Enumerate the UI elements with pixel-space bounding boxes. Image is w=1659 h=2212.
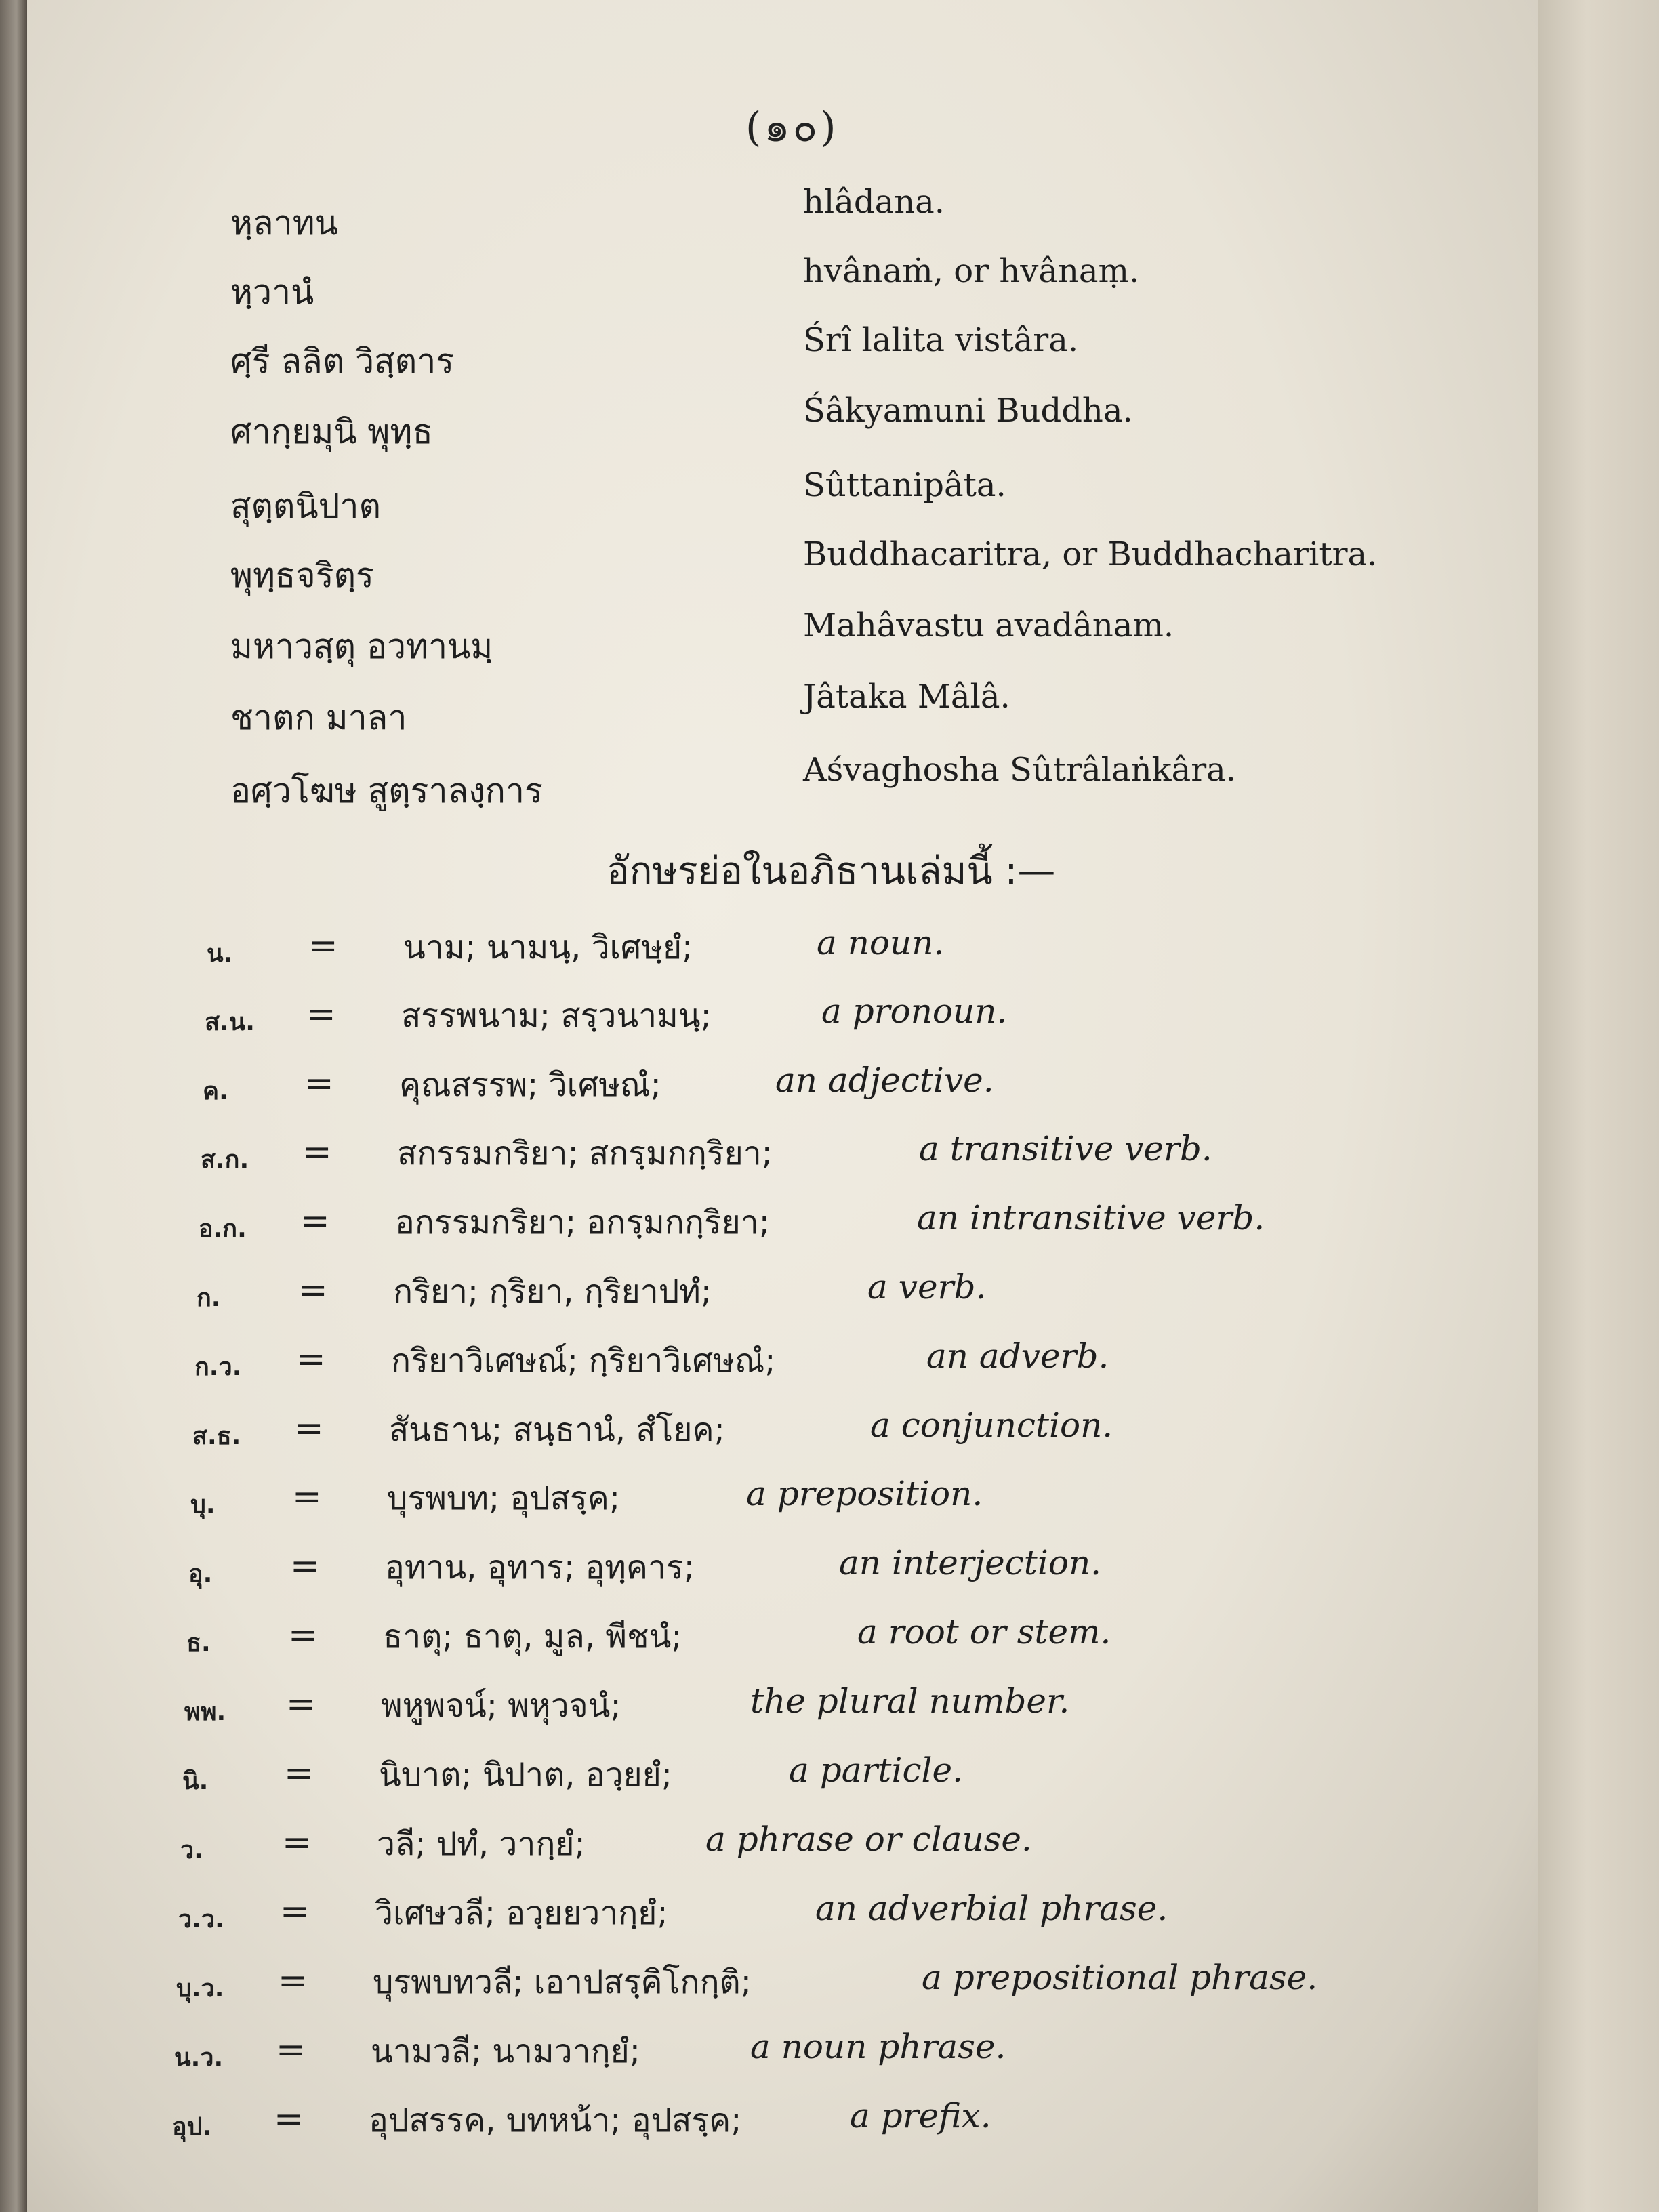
source-roman: Śrî lalita vistâra. <box>803 321 1079 359</box>
source-row <box>27 751 1450 812</box>
abbreviation: ก. <box>197 1284 221 1312</box>
abbreviation: อ.ก. <box>199 1215 247 1243</box>
english-definition: an adverb. <box>926 1336 1109 1376</box>
equals-sign: = <box>284 1753 314 1794</box>
abbreviation-row <box>176 1957 1659 2018</box>
equals-sign: = <box>300 1201 330 1242</box>
english-definition: an adverbial phrase. <box>815 1889 1168 1928</box>
thai-definition: วิเศษวลี; อวฺยยวากฺยํ; <box>375 1894 668 1932</box>
abbreviation: ว. <box>180 1837 203 1864</box>
source-roman: Jâtaka Mâlâ. <box>803 678 1010 716</box>
abbreviation-row <box>184 1680 1659 1741</box>
source-row <box>27 678 1450 739</box>
equals-sign: = <box>276 2030 306 2070</box>
abbreviation-row <box>186 1611 1659 1672</box>
thai-definition: อุปสรรค, บทหน้า; อุปสรฺค; <box>369 2102 742 2139</box>
source-thai: พุทฺธจริตฺร <box>230 556 374 595</box>
english-definition: a noun. <box>817 923 945 962</box>
english-definition: a particle. <box>789 1750 963 1790</box>
page-number: (๑๐) <box>745 104 839 151</box>
source-thai: ชาตก มาลา <box>230 698 407 737</box>
thai-definition: อกรรมกริยา; อกรฺมกกฺริยา; <box>395 1204 770 1242</box>
thai-definition: อุทาน, อุทาร; อุทฺคาร; <box>385 1549 695 1586</box>
english-definition: a phrase or clause. <box>705 1820 1032 1859</box>
english-definition: a pronoun. <box>821 991 1008 1031</box>
english-definition: an interjection. <box>839 1543 1102 1582</box>
abbreviation: บุ.ว. <box>176 1975 224 2003</box>
english-definition: a root or stem. <box>857 1612 1111 1652</box>
source-roman: Aśvaghosha Sûtrâlaṅkâra. <box>803 751 1237 789</box>
abbreviation-row <box>178 1887 1659 1948</box>
thai-definition: บุรพบทวลี; เอาปสรฺคิโกกฺติ; <box>373 1963 752 2001</box>
source-row <box>27 466 1450 527</box>
abbreviation: บุ. <box>190 1491 216 1519</box>
english-definition: a verb. <box>867 1267 987 1307</box>
abbreviation-row <box>207 922 1659 983</box>
source-thai: สุตฺตนิปาต <box>230 487 381 526</box>
abbreviation-row <box>172 2095 1659 2156</box>
equals-sign: = <box>298 1270 328 1311</box>
abbreviation-row <box>203 1059 1659 1120</box>
equals-sign: = <box>274 2099 304 2139</box>
abbreviation: อุป. <box>172 2113 212 2141</box>
abbreviation: พพ. <box>184 1698 226 1726</box>
left-page-edge <box>0 0 27 2212</box>
source-roman: Śâkyamuni Buddha. <box>803 392 1133 430</box>
abbreviation: ธ. <box>186 1629 211 1657</box>
equals-sign: = <box>290 1546 320 1586</box>
thai-definition: นิบาต; นิปาต, อวฺยยํ; <box>379 1756 672 1794</box>
abbreviation: อุ. <box>188 1560 213 1588</box>
thai-definition: สันธาน; สนฺธานํ, สํโยค; <box>389 1411 725 1449</box>
abbreviation-row <box>201 1128 1659 1189</box>
english-definition: a noun phrase. <box>750 2027 1006 2066</box>
abbreviation: ส.น. <box>205 1008 255 1036</box>
abbreviation: น. <box>207 940 233 968</box>
equals-sign: = <box>302 1132 332 1172</box>
source-row <box>27 392 1450 453</box>
source-row <box>27 535 1450 596</box>
abbreviation: ก.ว. <box>194 1353 242 1381</box>
source-row <box>27 183 1450 244</box>
english-definition: a prepositional phrase. <box>922 1958 1318 1997</box>
thai-definition: พหูพจน์; พหุวจนํ; <box>381 1687 621 1725</box>
book-page <box>27 0 1538 2212</box>
abbreviation: ว.ว. <box>178 1906 224 1933</box>
abbreviation-row <box>182 1749 1659 1810</box>
abbreviation: ส.ธ. <box>192 1422 241 1450</box>
abbreviation: ส.ก. <box>201 1146 249 1174</box>
equals-sign: = <box>278 1961 308 2001</box>
equals-sign: = <box>308 926 338 966</box>
abbreviation-row <box>190 1473 1659 1534</box>
thai-definition: ธาตุ; ธาตุ, มูล, พีชนํ; <box>383 1618 682 1656</box>
source-thai: อศฺวโฆษ สูตฺราลงฺการ <box>230 771 543 811</box>
thai-definition: สรรพนาม; สรฺวนามนฺ; <box>401 997 712 1035</box>
section-heading: อักษรย่อในอภิธานเล่มนี้ :— <box>607 849 1056 893</box>
equals-sign: = <box>294 1408 324 1449</box>
equals-sign: = <box>286 1684 316 1725</box>
equals-sign: = <box>306 994 336 1035</box>
english-definition: a prefix. <box>850 2096 991 2135</box>
source-thai: มหาวสฺตุ อวทานมฺ <box>230 627 493 666</box>
abbreviation: ค. <box>203 1078 228 1105</box>
abbreviation-row <box>174 2026 1659 2087</box>
abbreviation-row <box>188 1542 1659 1603</box>
equals-sign: = <box>288 1615 318 1656</box>
abbreviation-row <box>192 1404 1659 1465</box>
source-roman: Buddhacaritra, or Buddhacharitra. <box>803 535 1378 573</box>
source-row <box>27 252 1450 313</box>
thai-definition: วลี; ปทํ, วากฺยํ; <box>377 1825 586 1863</box>
english-definition: a preposition. <box>746 1474 983 1513</box>
source-thai: ศากฺยมุนิ พุทฺธ <box>230 412 433 451</box>
source-roman: Mahâvastu avadânam. <box>803 607 1174 644</box>
source-thai: หฺลาทน <box>230 203 338 243</box>
english-definition: a conjunction. <box>870 1406 1113 1445</box>
right-page-edge <box>1538 0 1659 2212</box>
thai-definition: นาม; นามนฺ, วิเศษฺยํ; <box>403 928 693 966</box>
thai-definition: สกรรมกริยา; สกรฺมกกฺริยา; <box>397 1134 773 1172</box>
source-roman: hlâdana. <box>803 183 945 221</box>
source-row <box>27 321 1450 382</box>
english-definition: an intransitive verb. <box>917 1198 1265 1237</box>
english-definition: an adjective. <box>775 1061 994 1100</box>
source-row <box>27 607 1450 668</box>
abbreviation-row <box>180 1818 1659 1879</box>
source-roman: Sûttanipâta. <box>803 466 1006 504</box>
equals-sign: = <box>292 1477 322 1517</box>
abbreviation-row <box>197 1266 1659 1327</box>
english-definition: a transitive verb. <box>919 1129 1212 1168</box>
english-definition: the plural number. <box>750 1681 1070 1721</box>
thai-definition: กริยาวิเศษณ์; กฺริยาวิเศษณํ; <box>391 1342 776 1380</box>
equals-sign: = <box>304 1063 334 1104</box>
abbreviation: นิ. <box>182 1767 209 1795</box>
abbreviation-row <box>205 990 1659 1051</box>
thai-definition: กริยา; กฺริยา, กฺริยาปทํ; <box>393 1273 712 1311</box>
thai-definition: คุณสรรพ; วิเศษณํ; <box>399 1066 661 1104</box>
source-roman: hvânaṁ, or hvânaṃ. <box>803 252 1140 290</box>
thai-definition: นามวลี; นามวากฺยํ; <box>371 2032 640 2070</box>
abbreviation-row <box>194 1335 1659 1396</box>
equals-sign: = <box>280 1891 310 1932</box>
abbreviation-row <box>199 1197 1659 1258</box>
abbreviation: น.ว. <box>174 2044 224 2072</box>
thai-definition: บุรพบท; อุปสรฺค; <box>387 1479 621 1517</box>
source-thai: ศฺรี ลลิต วิสฺตาร <box>230 342 455 381</box>
equals-sign: = <box>282 1822 312 1863</box>
equals-sign: = <box>296 1339 326 1380</box>
source-thai: หฺวานํ <box>230 272 314 312</box>
